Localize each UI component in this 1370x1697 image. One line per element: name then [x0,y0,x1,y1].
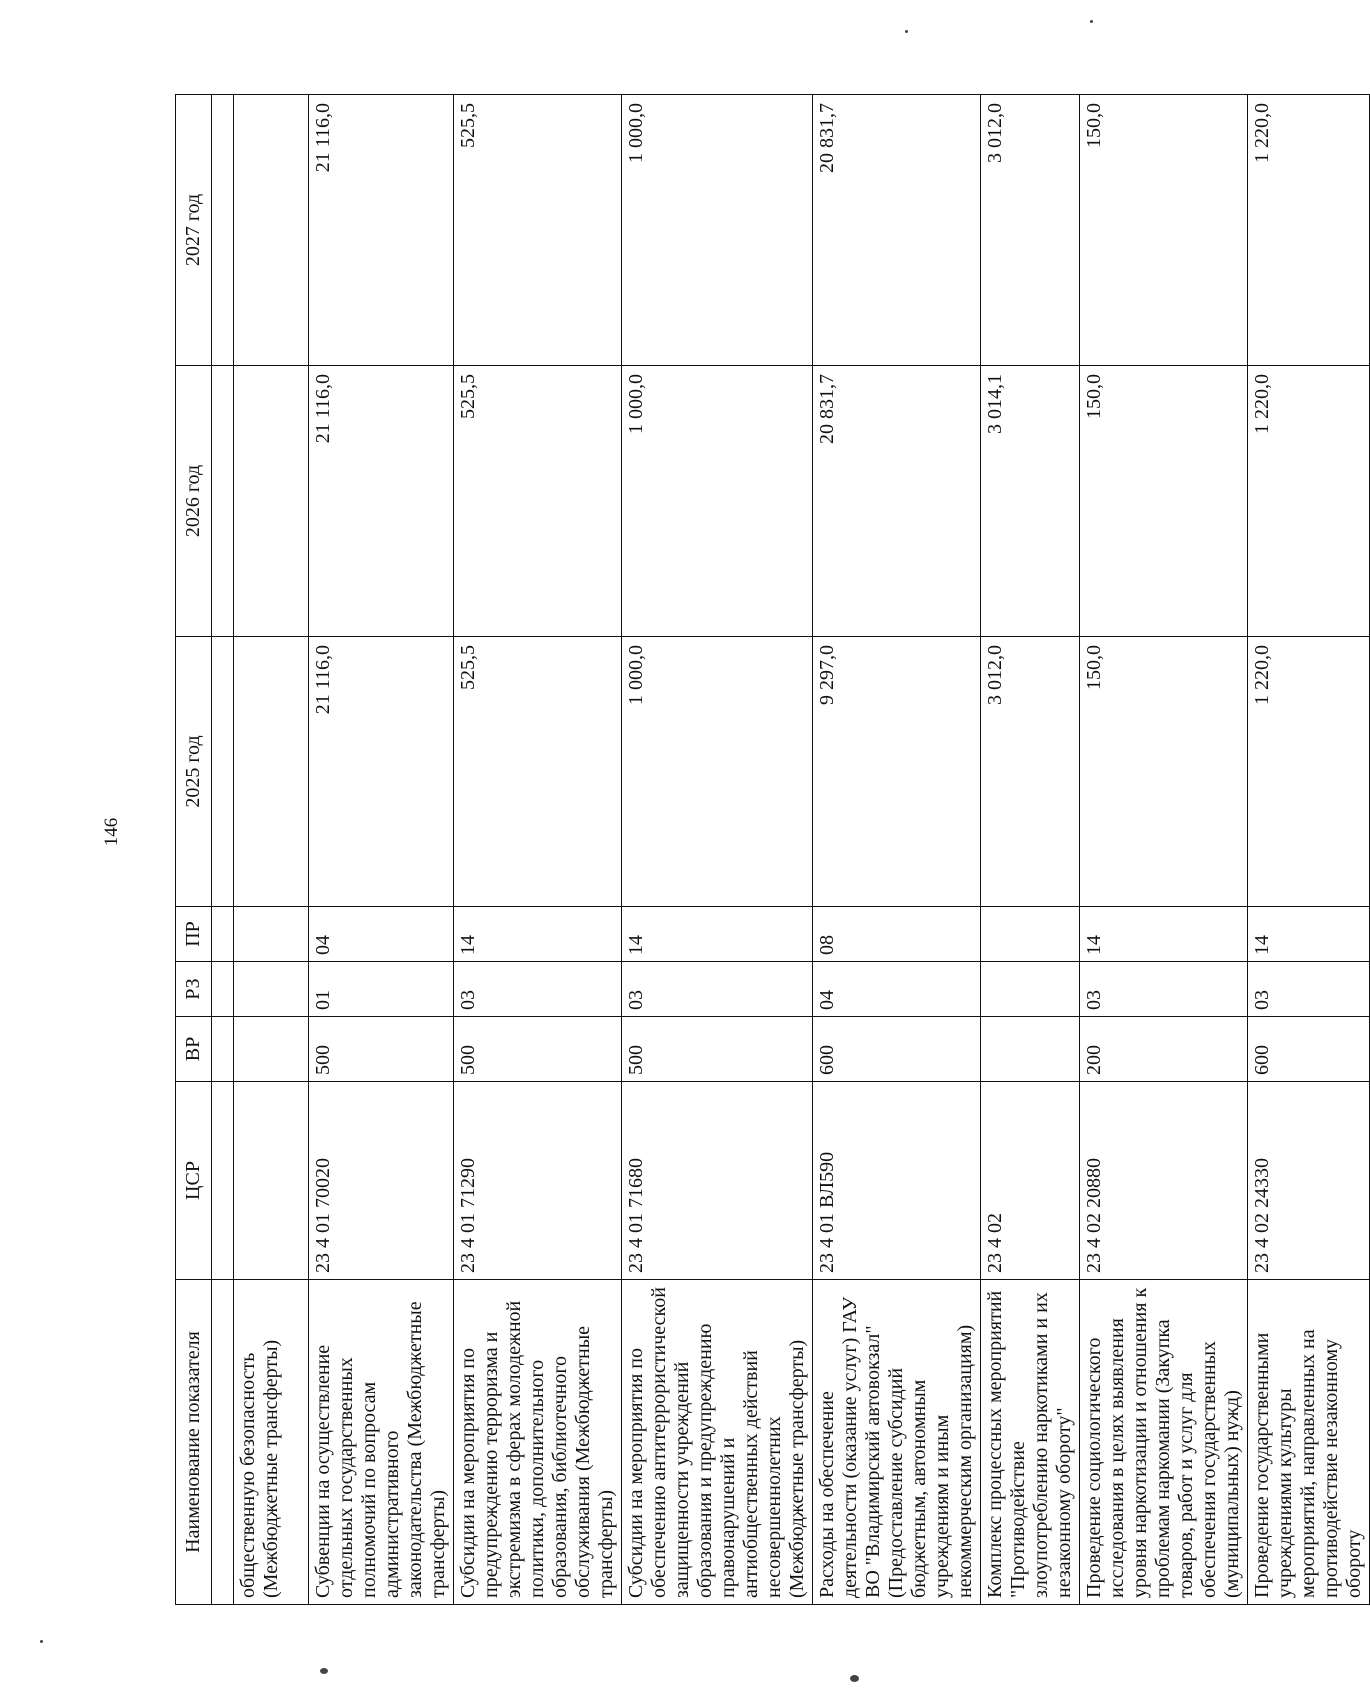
header-2026: 2026 год [176,366,212,637]
cell-2026: 20 831,7 [813,366,981,637]
cell-2026: 21 116,0 [309,366,454,637]
cell-csr: 23 4 01 71680 [622,1082,813,1280]
cell-2025: 1 220,0 [1248,637,1370,907]
cell-2025: 3 012,0 [981,637,1080,907]
cell-csr: 23 4 01 ВЛ590 [813,1082,981,1280]
cell-2025 [234,637,309,907]
cell-rz: 01 [309,962,454,1017]
header-rz: РЗ [176,962,212,1017]
cell-2026: 525,5 [454,366,622,637]
cell-name: Проведение государственными учреждениями культуры мероприятий, направленных на противодействие незаконному обороту [1248,1280,1370,1605]
cell-2026 [234,366,309,637]
cell-2025: 21 116,0 [309,637,454,907]
cell-pr: 14 [1080,907,1248,962]
table-row [981,95,1080,1605]
cell-rz [981,962,1080,1017]
cell-2026: 150,0 [1080,366,1248,637]
cell-name: Субсидии на мероприятия по обеспечению антитеррористической защищенности учреждений образования и предупреждению правонарушений и антиобщественных действий несовершеннолетних (Межбюджетные трансферты) [622,1280,813,1605]
cell-csr: 23 4 01 70020 [309,1082,454,1280]
cell-2027: 1 220,0 [1248,95,1370,366]
cell-2025: 150,0 [1080,637,1248,907]
header-2027: 2027 год [176,95,212,366]
cell-name: общественную безопасность (Межбюджетные трансферты) [234,1280,309,1605]
cell-2026: 3 014,1 [981,366,1080,637]
header-name: Наименование показателя [176,1280,212,1605]
rotated-budget-table [175,95,1365,1605]
cell-2027 [234,95,309,366]
cell-vr [981,1017,1080,1082]
cell-2025: 525,5 [454,637,622,907]
cell-pr: 14 [622,907,813,962]
table-row [309,95,454,1605]
scan-speck [40,1640,43,1643]
cell-rz: 04 [813,962,981,1017]
cell-vr: 500 [454,1017,622,1082]
table-row [234,95,309,1605]
cell-2026: 1 220,0 [1248,366,1370,637]
cell-rz: 03 [622,962,813,1017]
cell-rz: 03 [454,962,622,1017]
scan-speck [320,1668,328,1674]
cell-2027: 21 116,0 [309,95,454,366]
page-number: 146 [101,817,122,847]
cell-2025: 1 000,0 [622,637,813,907]
cell-pr [981,907,1080,962]
cell-name: Субсидии на мероприятия по предупреждению терроризма и экстремизма в сферах молодежной политики, дополнительного образования, библиотечного обслуживания (Межбюджетные трансферты) [454,1280,622,1605]
cell-2027: 3 012,0 [981,95,1080,366]
cell-vr: 200 [1080,1017,1248,1082]
table-row [813,95,981,1605]
cell-csr: 23 4 02 [981,1082,1080,1280]
header-csr: ЦСР [176,1082,212,1280]
table-row [1080,95,1248,1605]
cell-vr: 500 [309,1017,454,1082]
table-row [622,95,813,1605]
cell-2027: 150,0 [1080,95,1248,366]
cell-2027: 1 000,0 [622,95,813,366]
header-2025: 2025 год [176,637,212,907]
cell-csr: 23 4 02 24330 [1248,1082,1370,1280]
cell-pr [234,907,309,962]
cell-rz: 03 [1080,962,1248,1017]
budget-table [175,94,1370,1605]
cell-2025: 9 297,0 [813,637,981,907]
scan-speck [905,30,908,33]
cell-name: Проведение социологического исследования в целях выявления уровня наркотизации и отношения к проблемам наркомании (Закупка товаров, работ и услуг для обеспечения государственных (муниципальных) нужд) [1080,1280,1248,1605]
cell-rz [234,962,309,1017]
scan-speck [1090,20,1093,23]
table-row [454,95,622,1605]
cell-vr: 600 [813,1017,981,1082]
scan-speck [850,1675,859,1682]
cell-rz: 03 [1248,962,1370,1017]
header-vr: ВР [176,1017,212,1082]
header-pr: ПР [176,907,212,962]
cell-vr: 500 [622,1017,813,1082]
cell-pr: 08 [813,907,981,962]
cell-csr: 23 4 01 71290 [454,1082,622,1280]
cell-name: Расходы на обеспечение деятельности (оказание услуг) ГАУ ВО "Владимирский автовокзал" (Предоставление субсидий бюджетным, автономным учреждениям и иным некоммерческим организациям) [813,1280,981,1605]
cell-csr [234,1082,309,1280]
header-spacer-row [212,95,234,1605]
table-row [1248,95,1370,1605]
cell-2027: 525,5 [454,95,622,366]
cell-2027: 20 831,7 [813,95,981,366]
cell-pr: 04 [309,907,454,962]
cell-vr: 600 [1248,1017,1370,1082]
cell-2026: 1 000,0 [622,366,813,637]
cell-name: Субвенции на осуществление отдельных государственных полномочий по вопросам административного законодательства (Межбюджетные трансферты) [309,1280,454,1605]
header-row [176,95,212,1605]
cell-csr: 23 4 02 20880 [1080,1082,1248,1280]
cell-name: Комплекс процессных мероприятий "Противодействие злоупотреблению наркотиками и их незаконному обороту" [981,1280,1080,1605]
cell-vr [234,1017,309,1082]
cell-pr: 14 [454,907,622,962]
cell-pr: 14 [1248,907,1370,962]
